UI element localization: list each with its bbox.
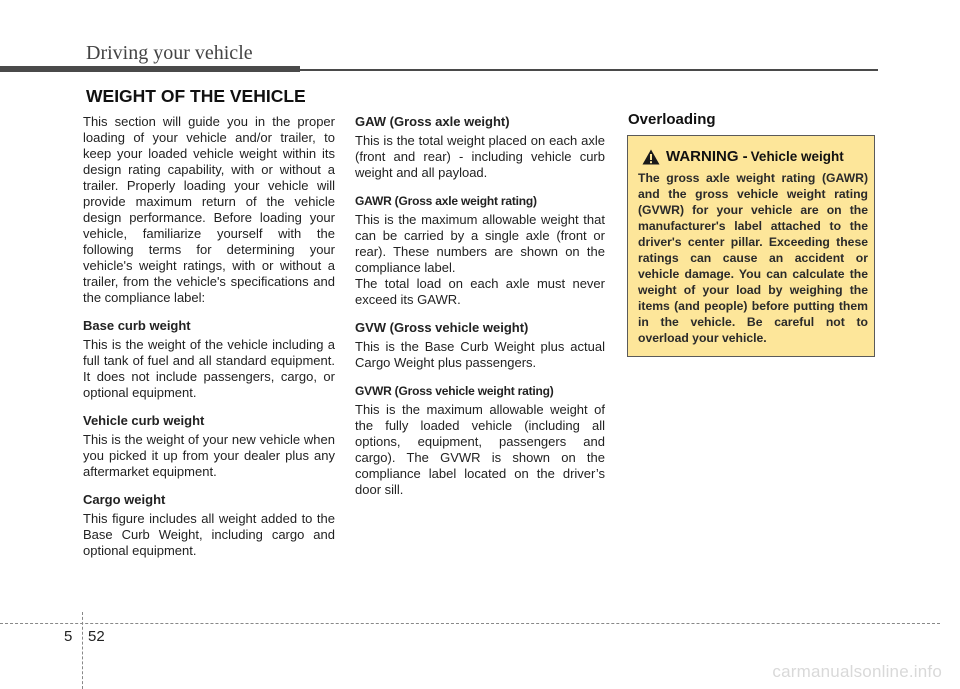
- gvwr-heading: GVWR (Gross vehicle weight rating): [355, 384, 554, 398]
- header-bar: [0, 66, 300, 72]
- gaw-heading: GAW (Gross axle weight): [355, 114, 510, 129]
- text-column-1: [83, 114, 335, 559]
- gvwr-text: This is the maximum allowable weight of the fully loaded vehicle (including all options, equipment, passengers and cargo). The GVWR is shown on the compliance label located on the driver’s door sill.: [355, 402, 605, 497]
- warning-text: The gross axle weight rating (GAWR) and the gross vehicle weight rating (GVWR) for your vehicle are on the manufacturer's label attached to the driver's center pillar. Exceeding these ratings can cause an accident or vehicle damage. You can calculate the weight of your load by weighing the items (and people) before putting them in the vehicle. Be careful not to overload your vehicle.: [638, 171, 868, 345]
- section-number: 5: [64, 628, 73, 645]
- intro-paragraph: This section will guide you in the proper loading of your vehicle and/or trailer, to keep your loaded vehicle weight within its design rating capability, with or without a trailer. Properly loading your vehicle will provide maximum return of the vehicle design performance. Before loading your vehicle, familiarize yourself with the following terms for determining your vehicle's weight ratings, with or without a trailer, from the vehicle's specifications and the compliance label:: [83, 114, 335, 305]
- warning-triangle-icon: [642, 149, 660, 165]
- footer-divider: [82, 612, 83, 689]
- section-title: WEIGHT OF THE VEHICLE: [86, 86, 306, 106]
- gawr-text: This is the maximum allowable weight that can be carried by a single axle (front or rear). These numbers are shown on the compliance label.: [355, 212, 605, 275]
- overloading-heading: Overloading: [628, 111, 716, 128]
- warning-label: WARNING -: [666, 148, 748, 165]
- page-header-title: Driving your vehicle: [86, 42, 253, 64]
- warning-topic: Vehicle weight: [750, 149, 844, 164]
- gaw-text: This is the total weight placed on each axle (front and rear) - including vehicle curb weight and all payload.: [355, 133, 605, 180]
- base-curb-weight-text: This is the weight of the vehicle including a full tank of fuel and all standard equipment. It does not include passengers, cargo, or optional equipment.: [83, 337, 335, 400]
- text-column-2: [355, 114, 605, 498]
- page-number: 52: [88, 628, 105, 645]
- gvw-heading: GVW (Gross vehicle weight): [355, 320, 529, 335]
- warning-header: [642, 148, 844, 165]
- warning-box: [627, 135, 875, 357]
- watermark: carmanualsonline.info: [772, 662, 942, 681]
- base-curb-weight-heading: Base curb weight: [83, 318, 191, 333]
- gvw-text: This is the Base Curb Weight plus actual Cargo Weight plus passengers.: [355, 339, 605, 370]
- cargo-weight-heading: Cargo weight: [83, 492, 166, 507]
- footer-rule: [0, 623, 940, 624]
- gawr-text-2: The total load on each axle must never exceed its GAWR.: [355, 276, 605, 307]
- cargo-weight-text: This figure includes all weight added to the Base Curb Weight, including cargo and optional equipment.: [83, 511, 335, 558]
- header-rule: [300, 69, 878, 71]
- gawr-heading: GAWR (Gross axle weight rating): [355, 194, 537, 208]
- vehicle-curb-weight-heading: Vehicle curb weight: [83, 413, 205, 428]
- vehicle-curb-weight-text: This is the weight of your new vehicle when you picked it up from your dealer plus any aftermarket equipment.: [83, 432, 335, 479]
